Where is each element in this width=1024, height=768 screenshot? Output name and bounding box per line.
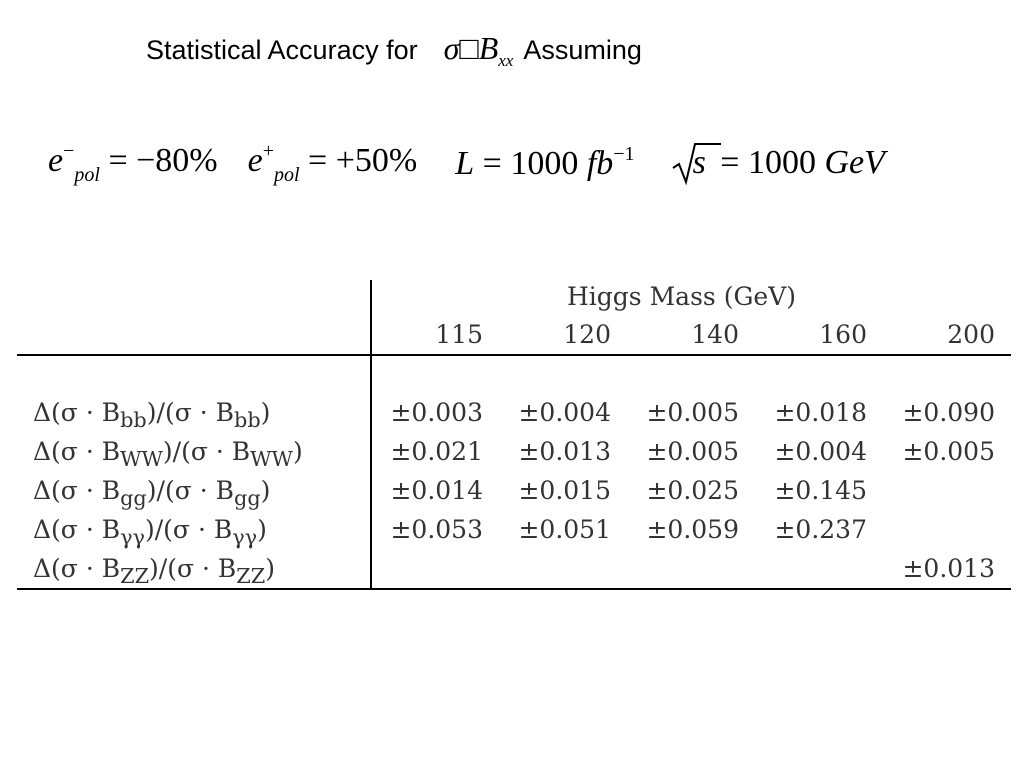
e-minus-sup: − — [63, 139, 75, 162]
table-cell: ±0.014 — [390, 476, 483, 505]
title-symbol-sub: xx — [498, 50, 514, 70]
column-header-120: 120 — [563, 320, 611, 349]
table-cell: ±0.090 — [902, 398, 995, 427]
row-label-zz: $\Delta(\sigma \cdot B_{ZZ})/(\sigma \cdot B_{ZZ})$ — [33, 554, 275, 588]
parameter-line — [48, 138, 885, 188]
e-plus-sub: pol — [273, 163, 300, 186]
row-label-ww: $\Delta(\sigma \cdot B_{WW})/(\sigma \cdot B_{WW})$ — [33, 437, 303, 471]
sqrt-unit: GeV — [824, 144, 885, 181]
table-cell: ±0.005 — [646, 398, 739, 427]
row-label-gammagamma: $\Delta(\sigma \cdot B_{\gamma\gamma})/(\sigma \cdot B_{\gamma\gamma})$ — [33, 515, 267, 549]
e-plus-base: e — [247, 141, 263, 179]
center-of-mass-energy — [671, 144, 885, 182]
title-after: Assuming — [523, 34, 642, 65]
table-cell: ±0.237 — [774, 515, 867, 544]
sqrt-value: = 1000 — [720, 144, 816, 181]
e-minus-polarization — [48, 140, 218, 187]
slide-title — [146, 28, 642, 72]
lumi-exp: −1 — [613, 143, 635, 165]
e-minus-sub: pol — [74, 163, 100, 186]
table-cell: ±0.004 — [518, 398, 611, 427]
luminosity — [455, 143, 634, 183]
lumi-var: L — [455, 145, 475, 182]
table-cell: ±0.021 — [390, 437, 483, 466]
column-header-200: 200 — [947, 320, 995, 349]
table-cell: ±0.025 — [646, 476, 739, 505]
column-group-header: Higgs Mass (GeV) — [567, 282, 797, 311]
row-label-gg: $\Delta(\sigma \cdot B_{gg})/(\sigma \cdot B_{gg})$ — [33, 476, 271, 510]
table-cell: ±0.013 — [518, 437, 611, 466]
column-header-115: 115 — [435, 320, 483, 349]
sqrt-var: s — [692, 144, 706, 181]
e-plus-polarization — [248, 140, 418, 187]
title-text: Statistical Accuracy for — [146, 34, 418, 65]
sqrt-sign — [671, 144, 706, 182]
table-cell: ±0.005 — [902, 437, 995, 466]
title-symbol-main: σ□B — [443, 29, 499, 66]
title-symbol — [444, 30, 514, 71]
lumi-unit: fb — [586, 145, 614, 182]
table-header-rule — [17, 354, 1011, 356]
e-minus-value: = −80% — [108, 141, 218, 179]
lumi-value: = 1000 — [482, 145, 579, 182]
table-cell: ±0.005 — [646, 437, 739, 466]
table-cell: ±0.003 — [390, 398, 483, 427]
e-minus-base: e — [48, 141, 64, 179]
table-cell: ±0.013 — [902, 554, 995, 583]
table-cell: ±0.004 — [774, 437, 867, 466]
table-cell: ±0.018 — [774, 398, 867, 427]
row-label-bb: $\Delta(\sigma \cdot B_{bb})/(\sigma \cdot B_{bb})$ — [33, 398, 271, 432]
e-plus-value: = +50% — [308, 141, 418, 179]
table-vertical-rule — [370, 280, 372, 590]
table-cell: ±0.053 — [390, 515, 483, 544]
e-plus-sup: + — [262, 139, 274, 162]
table-bottom-rule — [17, 588, 1011, 590]
column-header-160: 160 — [819, 320, 867, 349]
accuracy-table — [17, 280, 1011, 592]
sqrt-icon — [671, 138, 721, 188]
table-cell: ±0.015 — [518, 476, 611, 505]
table-cell: ±0.145 — [774, 476, 867, 505]
table-cell: ±0.051 — [518, 515, 611, 544]
column-header-140: 140 — [691, 320, 739, 349]
table-cell: ±0.059 — [646, 515, 739, 544]
